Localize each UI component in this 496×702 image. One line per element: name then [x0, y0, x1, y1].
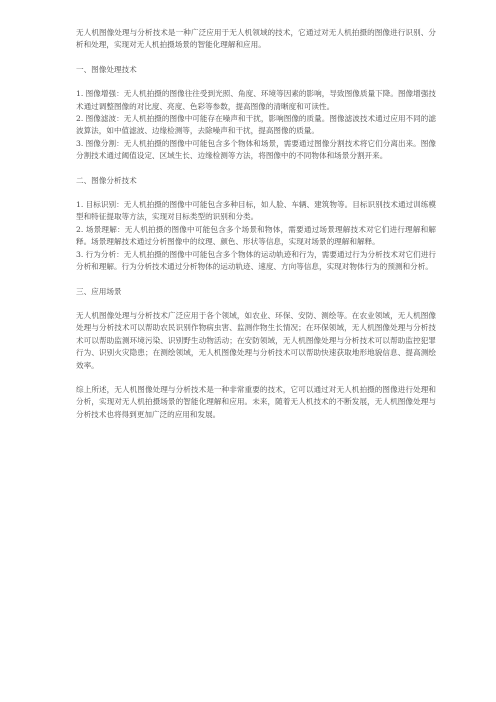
list-item-image-filtering: 2. 图像滤波：无人机拍摄的图像中可能存在噪声和干扰，影响图像的质量。图像滤波技术通过应用不同的滤波算法，如中值滤波、边缘检测等，去除噪声和干扰，提高图像的质量。 [76, 114, 436, 136]
list-item-target-recognition: 1. 目标识别：无人机拍摄的图像中可能包含多种目标，如人脸、车辆、建筑物等。目标识别技术通过训练模型和特征提取等方法，实现对目标类型的识别和分类。 [76, 200, 436, 222]
list-item-scene-understanding: 2. 场景理解：无人机拍摄的图像中可能包含多个场景和物体，需要通过场景理解技术对它们进行理解和解释。场景理解技术通过分析图像中的纹理、颜色、形状等信息，实现对场景的理解和解释。 [76, 224, 436, 247]
application-paragraph: 无人机图像处理与分析技术广泛应用于各个领域，如农业、环保、安防、测绘等。在农业领域，无人机图像处理与分析技术可以帮助农民识别作物病虫害、监测作物生长情况；在环保领域，无人机图像处理与分析技术可以帮助监测环境污染、识别野生动物活动；在安防领域，无人机图像处理与分析技术可以帮助监控犯罪行为、识别火灾隐患；在测绘领域，无人机图像处理与分析技术可以帮助快速获取地形地貌信息、提高测绘效率。 [76, 310, 436, 370]
conclusion-paragraph: 综上所述，无人机图像处理与分析技术是一种非常重要的技术，它可以通过对无人机拍摄的图像进行处理和分析，实现对无人机拍摄场景的智能化理解和应用。未来，随着无人机技术的不断发展，无人机图像处理与分析技术也将得到更加广泛的应用和发展。 [76, 384, 436, 419]
list-item-behavior-analysis: 3. 行为分析：无人机拍摄的图像中可能包含多个物体的运动轨迹和行为，需要通过行为分析技术对它们进行分析和理解。行为分析技术通过分析物体的运动轨迹、速度、方向等信息，实现对物体行为的预测和分析。 [76, 249, 436, 272]
intro-paragraph: 无人机图像处理与分析技术是一种广泛应用于无人机领域的技术，它通过对无人机拍摄的图像进行识别、分析和处理，实现对无人机拍摄场景的智能化理解和应用。 [76, 28, 436, 50]
section-heading-image-processing: 一、图像处理技术 [76, 64, 137, 74]
list-item-image-enhancement: 1. 图像增强：无人机拍摄的图像往往受到光照、角度、环境等因素的影响，导致图像质量下降。图像增强技术通过调整图像的对比度、亮度、色彩等参数，提高图像的清晰度和可读性。 [76, 89, 436, 111]
section-heading-application-scenarios: 三、应用场景 [76, 286, 122, 296]
section-heading-image-analysis: 二、图像分析技术 [76, 175, 137, 185]
list-item-image-segmentation: 3. 图像分割：无人机拍摄的图像中可能包含多个物体和场景，需要通过图像分割技术将它们分离出来。图像分割技术通过阈值设定、区域生长、边缘检测等方法，将图像中的不同物体和场景分割开来。 [76, 138, 436, 161]
